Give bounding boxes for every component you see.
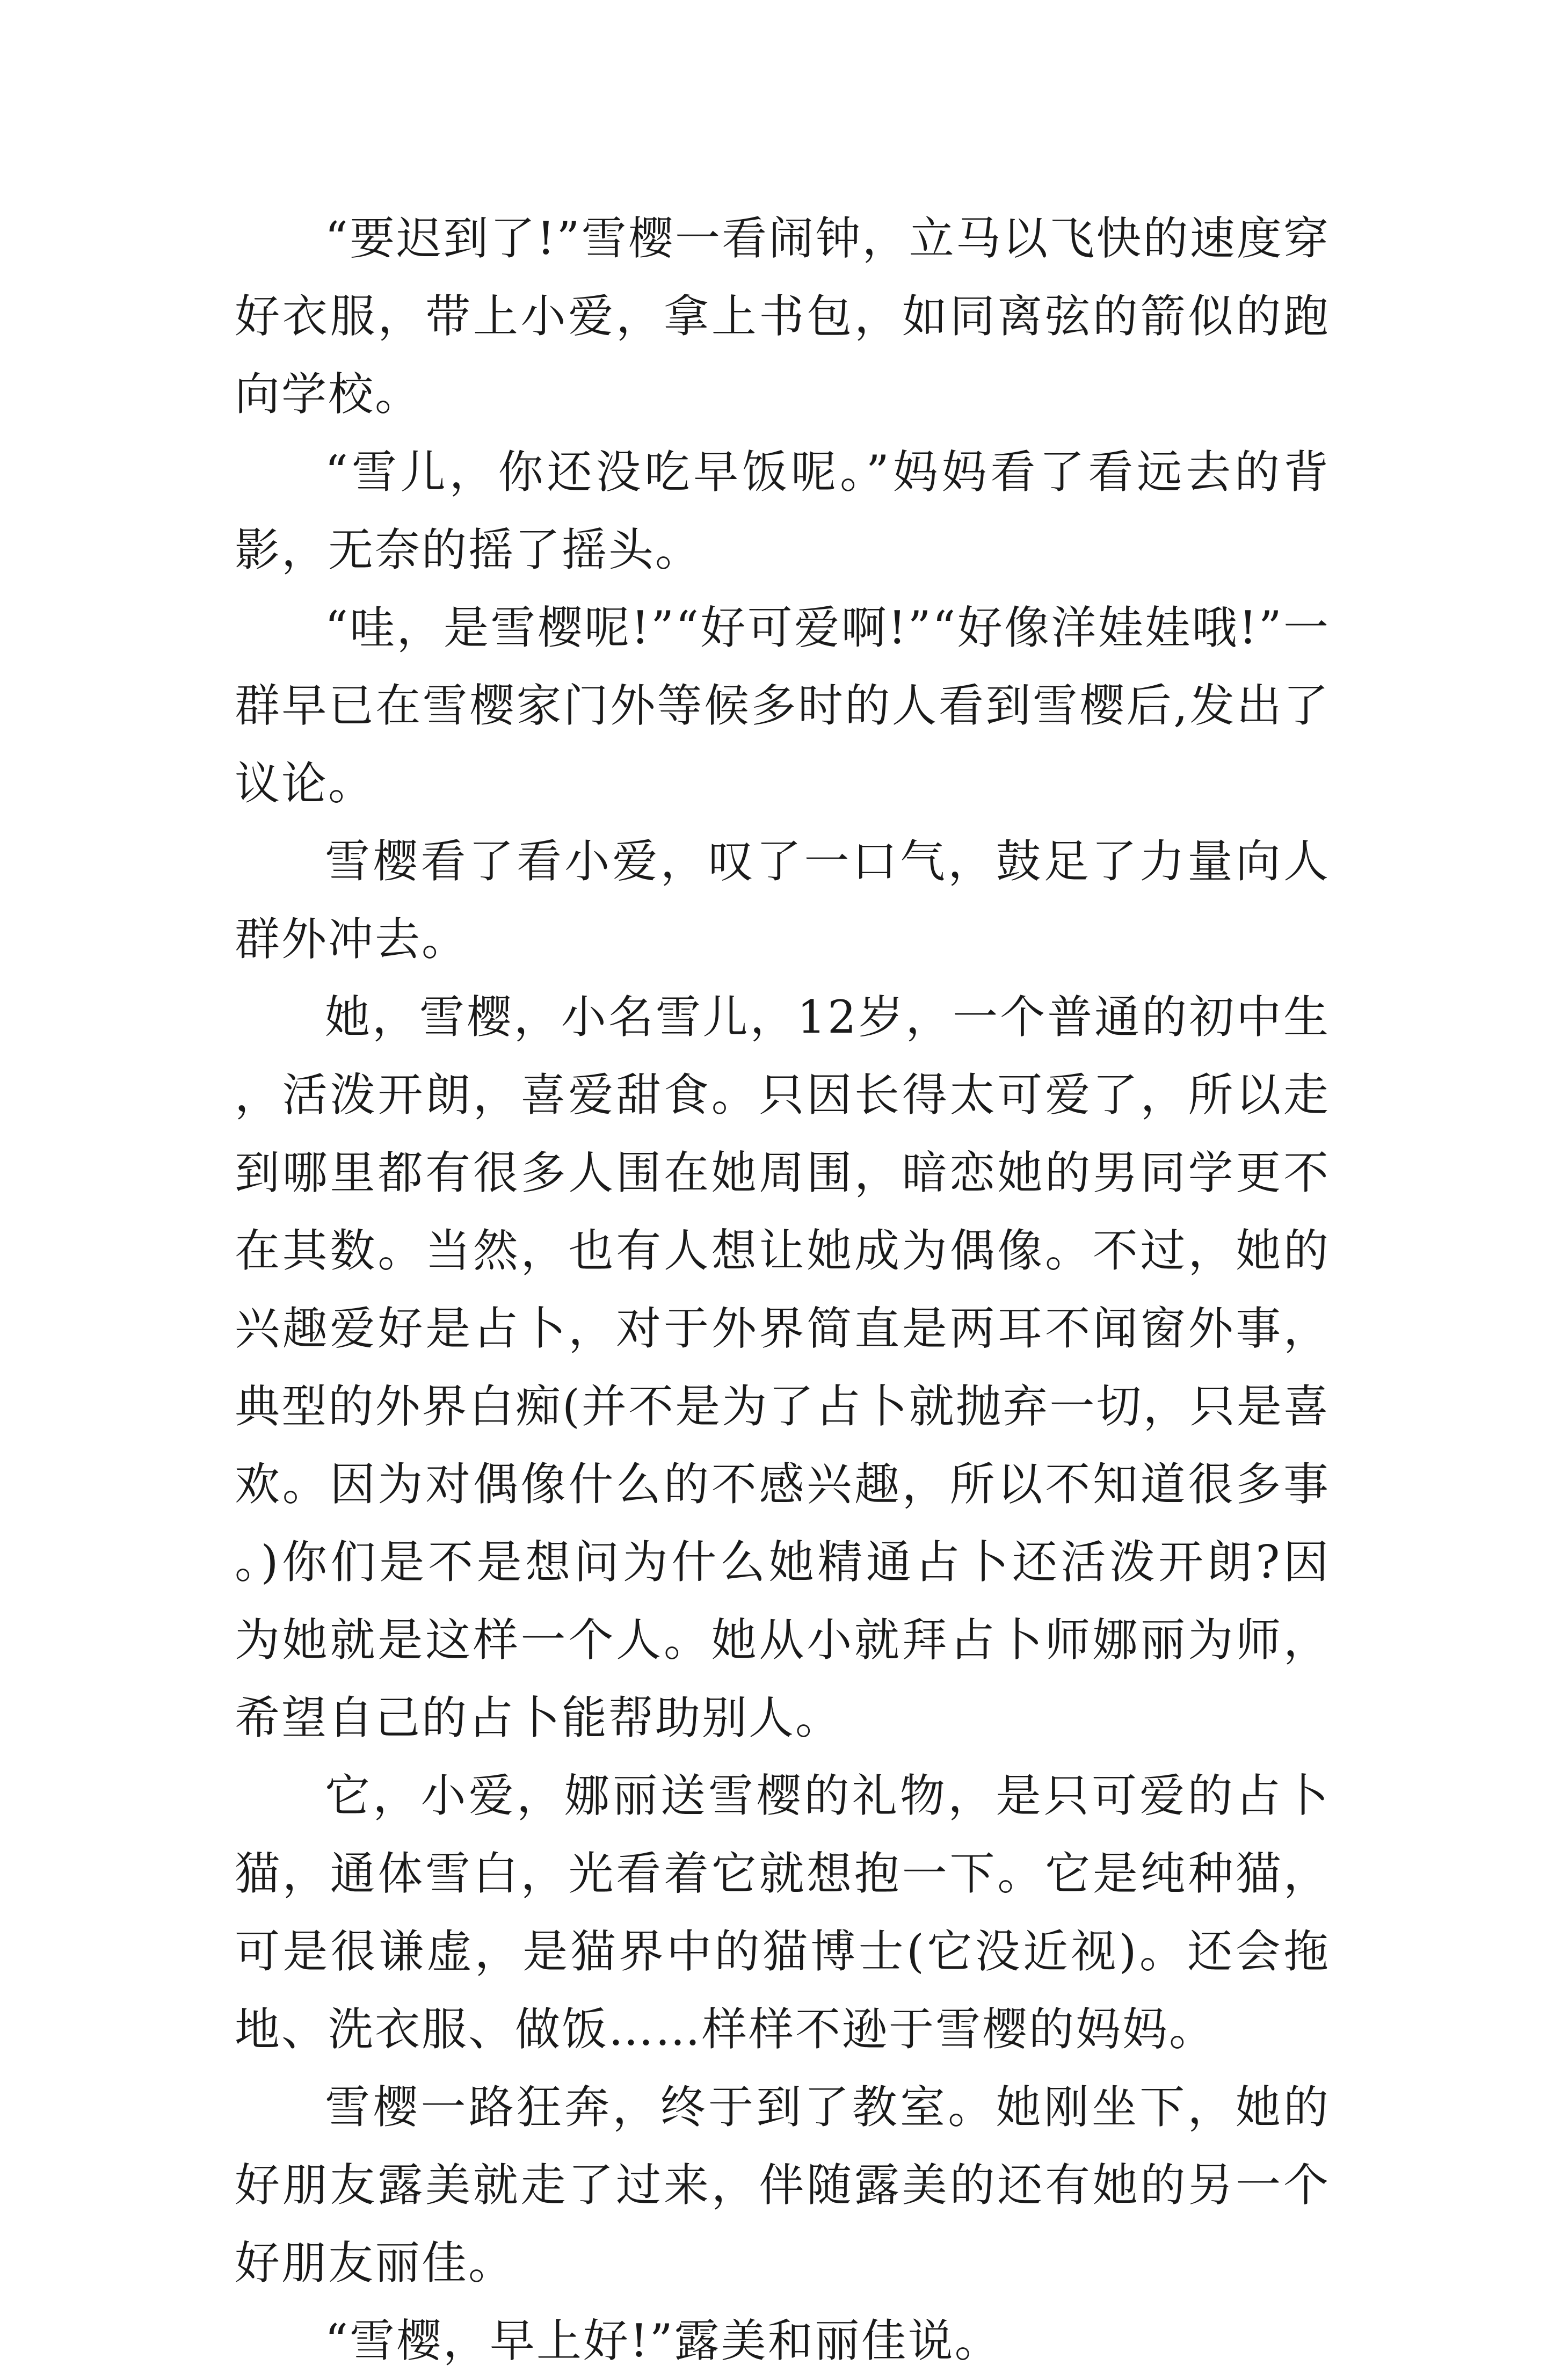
paragraph: “雪樱，早上好!”露美和丽佳说。 [325, 2314, 1001, 2367]
paragraph: “哇，是雪樱呢!”“好可爱啊!”“好像洋娃娃哦!”一群早已在雪樱家门外等候多时的人看到雪樱后,发出了议论。 [235, 601, 1330, 810]
paragraph: “要迟到了!”雪樱一看闹钟，立马以飞快的速度穿好衣服，带上小爱，拿上书包，如同离弦的箭似的跑向学校。 [235, 212, 1330, 420]
paragraph: 雪樱看了看小爱，叹了一口气，鼓足了力量向人群外冲去。 [235, 835, 1330, 966]
body-text [235, 200, 1330, 2380]
paragraph: 它，小爱，娜丽送雪樱的礼物，是只可爱的占卜猫，通体雪白，光看着它就想抱一下。它是纯种猫，可是很谦虚，是猫界中的猫博士(它没近视)。还会拖地、洗衣服、做饭……样样不逊于雪樱的妈妈。 [235, 1769, 1330, 2056]
paragraph: “雪儿，你还没吃早饭呢。”妈妈看了看远去的背影，无奈的摇了摇头。 [235, 446, 1330, 576]
paragraph: 雪樱一路狂奔，终于到了教室。她刚坐下，她的好朋友露美就走了过来，伴随露美的还有她的另一个好朋友丽佳。 [235, 2081, 1330, 2289]
paragraph: 她，雪樱，小名雪儿，12岁，一个普通的初中生，活泼开朗，喜爱甜食。只因长得太可爱了，所以走到哪里都有很多人围在她周围，暗恋她的男同学更不在其数。当然，也有人想让她成为偶像。不过，她的兴趣爱好是占卜，对于外界简直是两耳不闻窗外事，典型的外界白痴(并不是为了占卜就抛弃一切，只是喜欢。因为对偶像什么的不感兴趣，所以不知道很多事。)你们是不是想问为什么她精通占卜还活泼开朗?因为她就是这样一个人。她从小就拜占卜师娜丽为师，希望自己的占卜能帮助别人。 [235, 991, 1330, 1744]
